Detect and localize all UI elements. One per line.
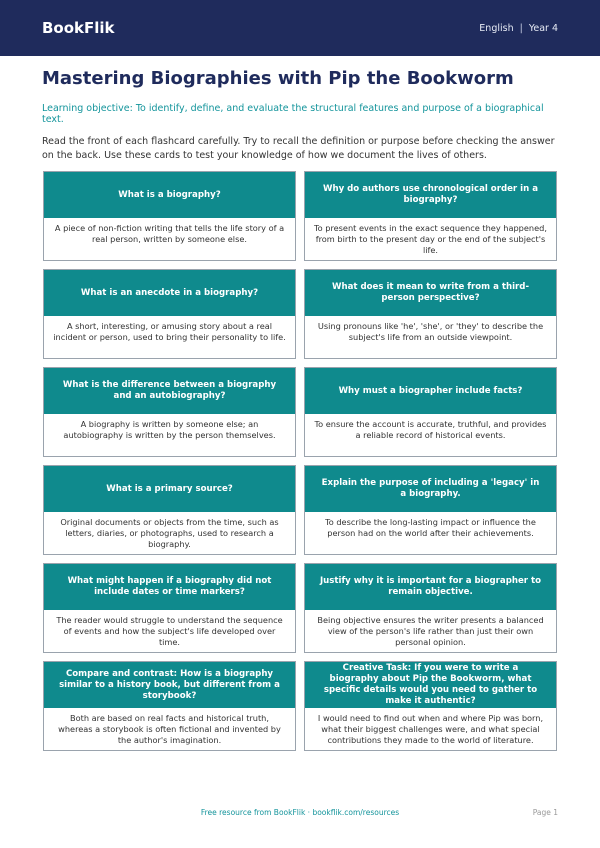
flashcard [43, 661, 296, 751]
flashcard [304, 563, 557, 653]
flashcard [304, 171, 557, 261]
flashcard [43, 269, 296, 359]
flashcard-answer: Using pronouns like 'he', 'she', or 'they' to describe the subject's life from an outside viewpoint. [317, 321, 544, 342]
flashcard [304, 661, 557, 751]
flashcard-answer: Both are based on real facts and historical truth, whereas a storybook is often fictional and invented by the author's imagination. [58, 713, 281, 745]
flashcard-question: Explain the purpose of including a 'legacy' in a biography. [305, 466, 556, 512]
flashcard-grid [43, 171, 557, 751]
page-footer [0, 808, 600, 820]
flashcard [43, 563, 296, 653]
flashcard-answer: A short, interesting, or amusing story about a real incident or person, used to bring their personality to life. [53, 321, 286, 342]
flashcard-answer: Being objective ensures the writer presents a balanced view of the person's life rather than just their own personal opinion. [317, 615, 544, 647]
brand-logo: BookFlik [42, 19, 115, 37]
intro-text: Read the front of each flashcard carefully. Try to recall the definition or purpose before checking the answer on the back. Use these cards to test your knowledge of how we document the lives of others. [42, 136, 555, 161]
flashcard-answer: The reader would struggle to understand the sequence of events and how the subject's life developed over time. [56, 615, 283, 647]
flashcard-answer: A piece of non-fiction writing that tells the life story of a real person, written by someone else. [54, 223, 285, 244]
meta-separator: | [519, 22, 523, 34]
footer-credit: Free resource from BookFlik · bookflik.com/resources [200, 808, 400, 817]
language-label: English [479, 22, 514, 34]
page-title: Mastering Biographies with Pip the Bookworm [42, 68, 514, 89]
flashcard-question: What might happen if a biography did not include dates or time markers? [44, 564, 295, 610]
flashcard-question: What is a biography? [44, 172, 295, 218]
flashcard [304, 367, 557, 457]
flashcard-question: Justify why it is important for a biographer to remain objective. [305, 564, 556, 610]
flashcard [304, 269, 557, 359]
flashcard-answer: To describe the long-lasting impact or influence the person had on the world after their achievements. [325, 517, 536, 538]
flashcard-question: What is a primary source? [44, 466, 295, 512]
flashcard-answer: To present events in the exact sequence they happened, from birth to the present day or the end of the subject's life. [314, 223, 547, 255]
flashcard-question: What is the difference between a biography and an autobiography? [44, 368, 295, 414]
year-label: Year 4 [528, 22, 558, 34]
flashcard-question: What is an anecdote in a biography? [44, 270, 295, 316]
page-header [0, 0, 600, 56]
flashcard [304, 465, 557, 555]
learning-objective: Learning objective: To identify, define, and evaluate the structural features and purpose of a biographical text. [42, 103, 544, 125]
flashcard-question: Creative Task: If you were to write a biography about Pip the Bookworm, what specific details would you need to gather to make it authentic? [305, 662, 556, 708]
flashcard-answer: Original documents or objects from the time, such as letters, diaries, or photographs, used to research a biography. [60, 517, 279, 549]
flashcard-question: What does it mean to write from a third-person perspective? [305, 270, 556, 316]
flashcard [43, 367, 296, 457]
flashcard-question: Compare and contrast: How is a biography similar to a history book, but different from a storybook? [44, 662, 295, 708]
flashcard [43, 171, 296, 261]
flashcard-answer: I would need to find out when and where Pip was born, what their biggest challenges were, and what special contributions they made to the world of literature. [317, 713, 544, 745]
flashcard-question: Why must a biographer include facts? [305, 368, 556, 414]
flashcard-question: Why do authors use chronological order in a biography? [305, 172, 556, 218]
header-meta [479, 23, 558, 34]
flashcard-answer: To ensure the account is accurate, truthful, and provides a reliable record of historical events. [314, 419, 547, 440]
page-number: Page 1 [532, 808, 558, 817]
flashcard-answer: A biography is written by someone else; an autobiography is written by the person themselves. [63, 419, 276, 440]
flashcard [43, 465, 296, 555]
